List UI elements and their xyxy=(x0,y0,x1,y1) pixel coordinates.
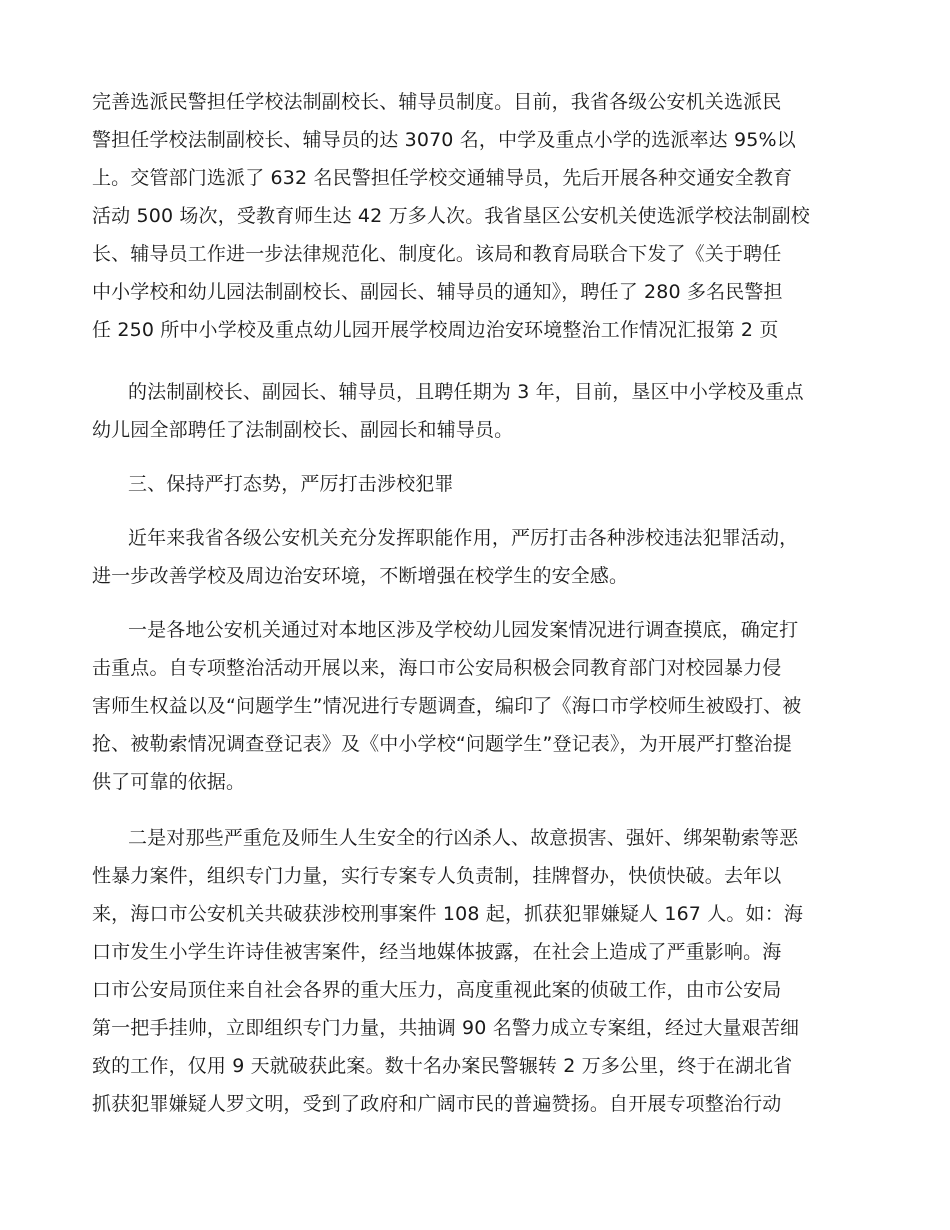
para5-line-8: 抓获犯罪嫌疑人罗文明，受到了政府和广阔市民的普遍赞扬。自开展专项整治行动 xyxy=(92,1093,782,1115)
para5-line-4: 口市发生小学生许诗佳被害案件，经当地媒体披露，在社会上造成了严重影响。海 xyxy=(92,941,782,963)
para1-line-5: 长、辅导员工作进一步法律规范化、制度化。该局和教育局联合下发了《关于聘任 xyxy=(92,243,782,265)
para2-line-1: 的法制副校长、副园长、辅导员，且聘任期为 3 年，目前，垦区中小学校及重点 xyxy=(128,381,804,403)
para4-line-5: 供了可靠的依据。 xyxy=(92,771,246,793)
para4-line-3: 害师生权益以及“问题学生”情况进行专题调查，编印了《海口市学校师生被殴打、被 xyxy=(92,695,802,717)
para1-line-4: 活动 500 场次，受教育师生达 42 万多人次。我省垦区公安机关使选派学校法制副校 xyxy=(92,205,810,227)
para1-line-3: 上。交管部门选派了 632 名民警担任学校交通辅导员，先后开展各种交通安全教育 xyxy=(92,167,793,189)
para1-line-1: 完善选派民警担任学校法制副校长、辅导员制度。目前，我省各级公安机关选派民 xyxy=(92,91,782,113)
para1-line-6: 中小学校和幼儿园法制副校长、副园长、辅导员的通知》，聘任了 280 多名民警担 xyxy=(92,281,783,303)
para3-line-1: 近年来我省各级公安机关充分发挥职能作用，严厉打击各种涉校违法犯罪活动， xyxy=(128,527,799,549)
para2-line-2: 幼儿园全部聘任了法制副校长、副园长和辅导员。 xyxy=(92,419,514,441)
para5-line-3: 来，海口市公安机关共破获涉校刑事案件 108 起，抓获犯罪嫌疑人 167 人。如：海 xyxy=(92,903,803,925)
para1-line-2: 警担任学校法制副校长、辅导员的达 3070 名，中学及重点小学的选派率达 95%以 xyxy=(92,129,796,151)
para3-line-2: 进一步改善学校及周边治安环境，不断增强在校学生的安全感。 xyxy=(92,565,629,587)
para1-line-7: 任 250 所中小学校及重点幼儿园开展学校周边治安环境整治工作情况汇报第 2 页 xyxy=(92,319,779,341)
para4-line-1: 一是各地公安机关通过对本地区涉及学校幼儿园发案情况进行调查摸底，确定打 xyxy=(128,619,799,641)
para5-line-7: 致的工作，仅用 9 天就破获此案。数十名办案民警辗转 2 万多公里，终于在湖北省 xyxy=(92,1055,793,1077)
para4-line-4: 抢、被勒索情况调查登记表》及《中小学校“问题学生”登记表》，为开展严打整治提 xyxy=(92,733,792,755)
para5-line-2: 性暴力案件，组织专门力量，实行专案专人负责制，挂牌督办，快侦快破。去年以 xyxy=(92,865,782,887)
para5-line-6: 第一把手挂帅，立即组织专门力量，共抽调 90 名警力成立专案组，经过大量艰苦细 xyxy=(92,1017,800,1039)
para4-line-2: 击重点。自专项整治活动开展以来，海口市公安局积极会同教育部门对校园暴力侵 xyxy=(92,657,782,679)
para5-line-5: 口市公安局顶住来自社会各界的重大压力，高度重视此案的侦破工作，由市公安局 xyxy=(92,979,782,1001)
para5-line-1: 二是对那些严重危及师生人生安全的行凶杀人、故意损害、强奸、绑架勒索等恶 xyxy=(128,827,799,849)
section-heading: 三、保持严打态势，严厉打击涉校犯罪 xyxy=(128,473,454,495)
